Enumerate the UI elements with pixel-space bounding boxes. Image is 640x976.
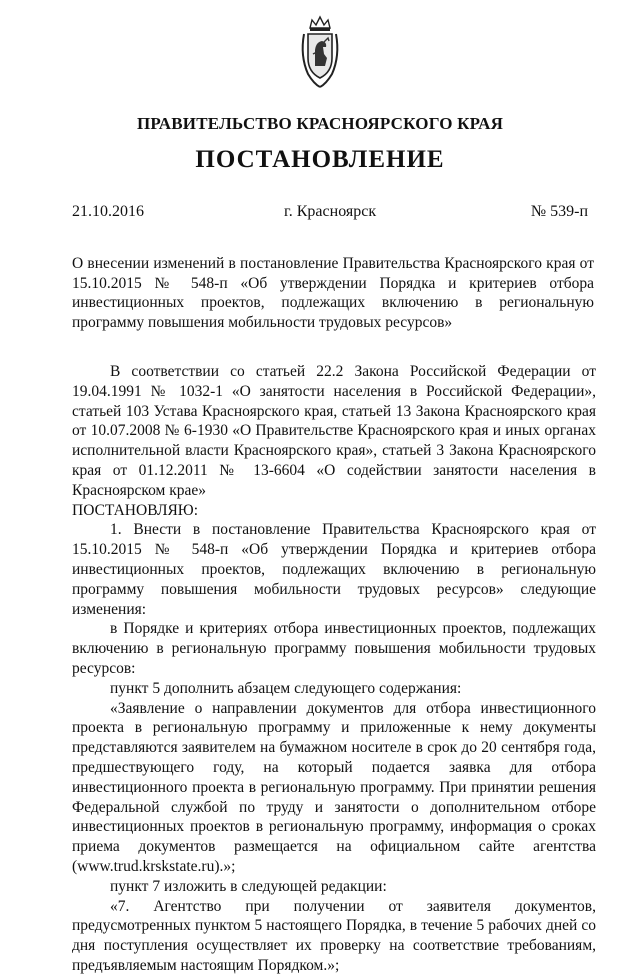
point-7-text: «7. Агентство при получении от заявителя документов, предусмотренных пунктом 5 настоящего Порядка, в течение 5 рабочих дней со дня поступления осуществляет их проверку на соответствие требованиям, предъявляемым настоящим Порядком.»; xyxy=(72,897,596,974)
document-type-title: ПОСТАНОВЛЕНИЕ xyxy=(195,146,445,173)
item-1-paragraph: 1. Внести в постановление Правительства Красноярского края от 15.10.2015 № 548-п «Об утверждении Порядка и критериев отбора инвестиционных проектов, подлежащих включению в региональную программу повышения мобильности трудовых ресурсов» следующие изменения: xyxy=(72,521,596,618)
document-date: 21.10.2016 xyxy=(72,203,144,220)
government-title: ПРАВИТЕЛЬСТВО КРАСНОЯРСКОГО КРАЯ xyxy=(136,114,504,133)
point-5-intro: пункт 5 дополнить абзацем следующего содержания: xyxy=(110,679,462,697)
document-body xyxy=(72,362,596,976)
point-7-intro: пункт 7 изложить в следующей редакции: xyxy=(110,877,387,895)
coat-of-arms-emblem xyxy=(298,14,342,90)
document-city: г. Красноярск xyxy=(284,203,377,220)
document-subject: О внесении изменений в постановление Правительства Красноярского края от 15.10.2015 № 548-п «Об утверждении Порядка и критериев отбора инвестиционных проектов, подлежащих включению в региональную программу повышения мобильности трудовых ресурсов» xyxy=(72,255,594,331)
document-number: № 539-п xyxy=(530,203,588,220)
resolve-word: ПОСТАНОВЛЯЮ: xyxy=(72,501,199,519)
order-intro-paragraph: в Порядке и критериях отбора инвестиционных проектов, подлежащих включению в региональную программу повышения мобильности трудовых ресурсов: xyxy=(72,620,596,677)
document-meta-row xyxy=(72,203,588,225)
point-5-text: «Заявление о направлении документов для отбора инвестиционного проекта в региональную программу и приложенные к нему документы представляются заявителем на бумажном носителе в срок до 20 сентября года, предшествующего году, на который подается заявка для отбора инвестиционного проекта в региональную программу. При принятии решения Федеральной службой по труду и занятости о дополнительном отборе инвестиционных проектов в региональную программу, информация о сроках приема документов размещается на официальном сайте агентства (www.trud.krskstate.ru).»; xyxy=(72,699,596,875)
preamble-paragraph: В соответствии со статьей 22.2 Закона Российской Федерации от 19.04.1991 № 1032-1 «О занятости населения в Российской Федерации», статьей 103 Устава Красноярского края, статьей 13 Закона Красноярского края от 10.07.2008 № 6-1930 «О Правительстве Красноярского края и иных органах исполнительной власти Красноярского края», статьей 3 Закона Красноярского края от 01.12.2011 № 13-6604 «О содействии занятости населения в Красноярском крае» xyxy=(72,363,596,499)
